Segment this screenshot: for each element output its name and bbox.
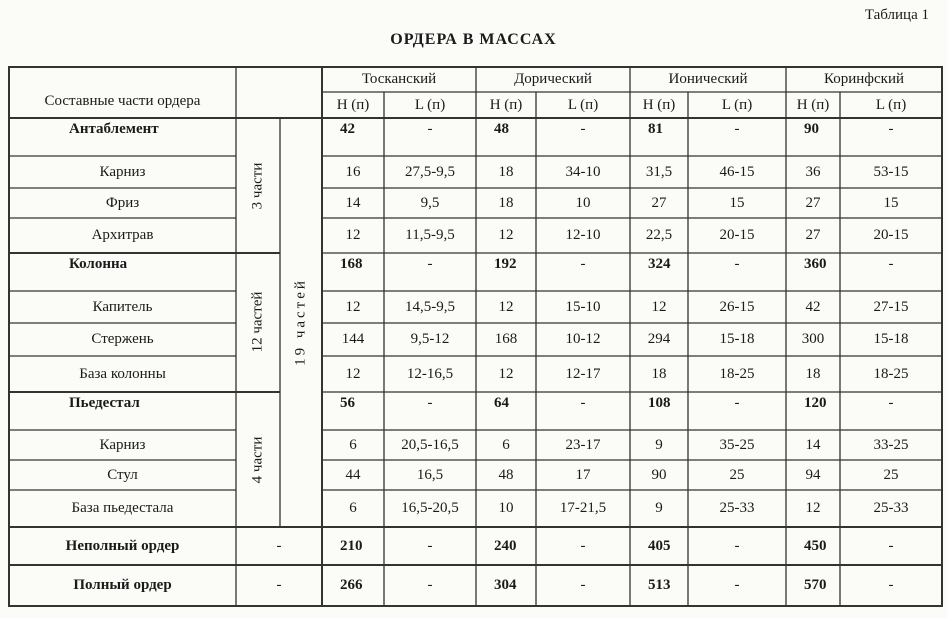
l-value: 11,5-9,5 bbox=[405, 227, 455, 243]
l-value: - bbox=[888, 537, 894, 554]
order-header-corinthian: Коринфский bbox=[823, 71, 905, 87]
h-header: H (п) bbox=[336, 96, 370, 113]
l-value: 18-25 bbox=[719, 365, 755, 382]
h-value: 14 bbox=[805, 436, 821, 453]
h-value: 6 bbox=[502, 436, 510, 453]
h-value: 14 bbox=[345, 194, 361, 211]
h-value: 240 bbox=[494, 537, 517, 554]
h-value: 192 bbox=[494, 256, 517, 272]
l-value: 35-25 bbox=[719, 436, 755, 453]
order-header-tuscan: Тосканский bbox=[361, 71, 437, 87]
h-value: 294 bbox=[647, 331, 671, 347]
l-value: - bbox=[580, 577, 586, 593]
order-header-ionic: Ионический bbox=[668, 71, 748, 87]
row-label: Колонна bbox=[69, 256, 128, 272]
l-header: L (п) bbox=[414, 96, 446, 113]
h-value: 405 bbox=[648, 537, 671, 554]
l-value: 25-33 bbox=[873, 500, 909, 516]
h-value: 12 bbox=[805, 500, 821, 516]
h-value: 168 bbox=[340, 256, 363, 272]
row-label: Стул bbox=[107, 466, 138, 483]
l-value: 9,5-12 bbox=[410, 331, 450, 347]
h-value: 12 bbox=[651, 298, 667, 315]
h-value: 81 bbox=[648, 121, 663, 137]
l-value: 23-17 bbox=[565, 436, 601, 453]
h-value: 120 bbox=[804, 395, 827, 411]
l-value: 15-10 bbox=[565, 298, 601, 315]
l-value: 20,5-16,5 bbox=[401, 436, 459, 453]
l-value: 15 bbox=[883, 194, 899, 211]
l-value: 10 bbox=[575, 194, 591, 211]
h-header: H (п) bbox=[489, 96, 523, 113]
h-value: 94 bbox=[805, 466, 821, 483]
l-value: 25 bbox=[729, 466, 745, 483]
group-label-column: 12 частей bbox=[249, 291, 266, 353]
l-value: - bbox=[427, 395, 433, 411]
l-value: 16,5 bbox=[416, 466, 444, 483]
h-value: 16 bbox=[345, 163, 361, 180]
l-value: - bbox=[427, 537, 433, 554]
l-value: - bbox=[580, 537, 586, 554]
l-value: 20-15 bbox=[719, 227, 755, 243]
l-value: 12-10 bbox=[565, 227, 601, 243]
h-value: 513 bbox=[648, 577, 671, 593]
h-value: 36 bbox=[805, 163, 821, 180]
l-header: L (п) bbox=[567, 96, 599, 113]
l-value: - bbox=[888, 256, 894, 272]
row-label: Архитрав bbox=[91, 227, 154, 243]
l-value: 18-25 bbox=[873, 365, 909, 382]
l-value: 9,5 bbox=[420, 194, 440, 211]
h-value: 266 bbox=[340, 577, 363, 593]
order-header-doric: Дорический bbox=[514, 71, 592, 87]
h-value: 144 bbox=[341, 331, 365, 347]
h-value: 42 bbox=[340, 121, 355, 137]
l-value: - bbox=[427, 577, 433, 593]
row-label: Карниз bbox=[99, 436, 146, 453]
h-value: 90 bbox=[804, 121, 819, 137]
group-label-total: 19 частей bbox=[292, 278, 309, 366]
h-value: 42 bbox=[805, 298, 821, 315]
l-value: - bbox=[734, 121, 740, 137]
h-value: 12 bbox=[345, 365, 361, 382]
l-value: 16,5-20,5 bbox=[401, 500, 459, 516]
h-value: 18 bbox=[498, 194, 514, 211]
h-value: 108 bbox=[648, 395, 671, 411]
l-value: - bbox=[734, 577, 740, 593]
l-value: - bbox=[427, 256, 433, 272]
l-value: - bbox=[580, 395, 586, 411]
h-value: 27 bbox=[805, 227, 821, 243]
l-value: - bbox=[888, 121, 894, 137]
row-label: Карниз bbox=[99, 163, 146, 180]
h-value: 6 bbox=[349, 500, 357, 516]
h-value: 56 bbox=[340, 395, 355, 411]
l-value: 15 bbox=[729, 194, 745, 211]
l-value: 26-15 bbox=[719, 298, 755, 315]
h-value: 44 bbox=[345, 466, 361, 483]
row-label: Неполный ордер bbox=[65, 537, 180, 554]
l-value: - bbox=[888, 395, 894, 411]
h-value: 18 bbox=[651, 365, 667, 382]
h-value: 12 bbox=[498, 365, 514, 382]
h-value: 22,5 bbox=[645, 227, 673, 243]
l-value: 34-10 bbox=[565, 163, 601, 180]
l-value: 27,5-9,5 bbox=[405, 163, 455, 180]
l-value: 17 bbox=[575, 466, 591, 483]
l-value: 12-17 bbox=[565, 365, 601, 382]
h-value: 48 bbox=[498, 466, 514, 483]
row-label: Капитель bbox=[92, 298, 153, 315]
row-label: Полный ордер bbox=[73, 577, 172, 593]
l-value: 10-12 bbox=[565, 331, 601, 347]
l-value: - bbox=[734, 395, 740, 411]
h-value: 12 bbox=[345, 227, 361, 243]
table-title: ОРДЕРА В МАССАХ bbox=[390, 31, 557, 48]
row-label: База колонны bbox=[79, 365, 166, 382]
l-value: 46-15 bbox=[719, 163, 755, 180]
l-value: 20-15 bbox=[873, 227, 909, 243]
l-value: 25 bbox=[883, 466, 899, 483]
h-header: H (п) bbox=[796, 96, 830, 113]
l-value: 15-18 bbox=[873, 331, 909, 347]
h-value: 324 bbox=[648, 256, 671, 272]
table-caption: Таблица 1 bbox=[864, 7, 929, 23]
l-value: 12-16,5 bbox=[406, 365, 454, 382]
l-value: - bbox=[580, 121, 586, 137]
h-value: 64 bbox=[494, 395, 509, 411]
h-value: 6 bbox=[349, 436, 357, 453]
row-label: База пьедестала bbox=[71, 500, 174, 516]
row-mid-value: - bbox=[276, 537, 282, 554]
row-label: Фриз bbox=[105, 194, 140, 211]
h-value: 10 bbox=[498, 500, 514, 516]
h-value: 304 bbox=[494, 577, 517, 593]
l-value: 27-15 bbox=[873, 298, 909, 315]
h-value: 9 bbox=[655, 500, 663, 516]
l-header: L (п) bbox=[875, 96, 907, 113]
h-value: 18 bbox=[498, 163, 514, 180]
h-value: 300 bbox=[801, 331, 825, 347]
l-header: L (п) bbox=[721, 96, 753, 113]
l-value: 33-25 bbox=[873, 436, 909, 453]
h-value: 12 bbox=[345, 298, 361, 315]
l-value: 17-21,5 bbox=[559, 500, 607, 516]
l-value: - bbox=[427, 121, 433, 137]
parts-header: Составные части ордера bbox=[44, 92, 201, 109]
h-value: 450 bbox=[804, 537, 827, 554]
l-value: - bbox=[734, 537, 740, 554]
l-value: 15-18 bbox=[719, 331, 755, 347]
l-value: 25-33 bbox=[719, 500, 755, 516]
row-label: Пьедестал bbox=[69, 395, 140, 411]
h-value: 210 bbox=[340, 537, 363, 554]
h-value: 31,5 bbox=[645, 163, 673, 180]
h-value: 168 bbox=[494, 331, 518, 347]
l-value: 53-15 bbox=[873, 163, 909, 180]
h-value: 9 bbox=[655, 436, 663, 453]
row-label: Антаблемент bbox=[69, 121, 159, 137]
group-label-entablature: 3 части bbox=[249, 162, 266, 210]
row-label: Стержень bbox=[91, 331, 154, 347]
group-label-pedestal: 4 части bbox=[249, 436, 266, 484]
h-value: 48 bbox=[494, 121, 509, 137]
h-value: 12 bbox=[498, 227, 514, 243]
l-value: 14,5-9,5 bbox=[405, 298, 455, 315]
l-value: - bbox=[580, 256, 586, 272]
h-value: 27 bbox=[805, 194, 821, 211]
h-value: 360 bbox=[804, 256, 827, 272]
h-header: H (п) bbox=[642, 96, 676, 113]
l-value: - bbox=[888, 577, 894, 593]
h-value: 18 bbox=[805, 365, 821, 382]
row-mid-value: - bbox=[276, 577, 282, 593]
h-value: 12 bbox=[498, 298, 514, 315]
h-value: 90 bbox=[651, 466, 667, 483]
l-value: - bbox=[734, 256, 740, 272]
h-value: 27 bbox=[651, 194, 667, 211]
h-value: 570 bbox=[804, 577, 827, 593]
